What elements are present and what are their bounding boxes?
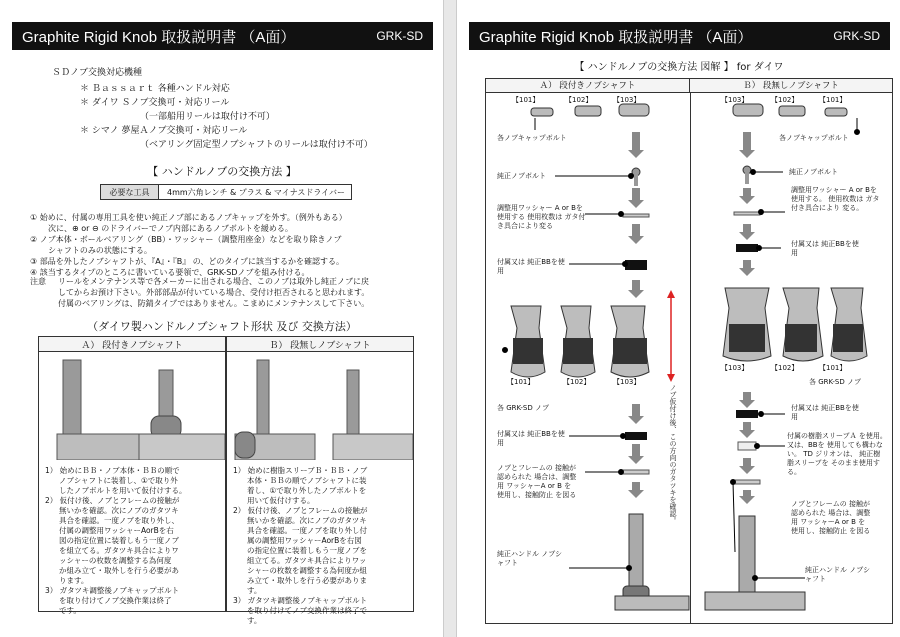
panel-b-line: 2） 仮付け後、ノブとフレームの接触が: [233, 506, 368, 515]
compat-item: ＊ ダイワ Ｓノブ交換可・対応リール: [80, 98, 230, 108]
panel-a-line: を取り付けてノブ交換作業は終了: [59, 596, 172, 605]
parts-a-101: 【101】: [512, 96, 540, 104]
panel-b-line: み立て・取外しを行う必要がありま: [247, 576, 367, 585]
col-a-knobs: [511, 306, 649, 377]
panel-b-line: 組立てる。ガタツキ具合によりワッ: [247, 556, 367, 565]
panel-a: [38, 336, 226, 615]
step-line: 次に、⊕ or ⊖ のドライバーでノブ内部にあるノブボルトを緩める。: [48, 224, 293, 233]
step-line: シャフトのみの状態にする。: [48, 246, 152, 255]
parts-a2-102: 【102】: [563, 378, 591, 386]
left-header: [12, 22, 433, 50]
col-a-caps: [531, 104, 649, 116]
panel-b-line: を取り付けてノブ交換作業は終了で: [247, 606, 367, 615]
plain-shaft-left: [257, 360, 269, 440]
panel-a-illustration: [39, 352, 225, 460]
handle-base-right-b: [333, 434, 413, 460]
parts-a2-101: 【101】: [507, 378, 535, 386]
b-grk-label: 各 GRK-SD ノブ: [809, 378, 861, 386]
panel-b-line: 着し、①で取り外したノブボルトを: [247, 486, 367, 495]
panel-a-line: ノブシャフトに装着し、①で取り外: [59, 476, 178, 485]
parts-b-102: 【102】: [771, 96, 799, 104]
step-line: ③ 部品を外したノブシャフトが、『A』・『B』 の、どのタイプに該当するかを確認する。: [30, 257, 345, 266]
note-line: リールをメンテナンス等で各メーカーに出される場合、このノブは取外し純正ノブに戻: [58, 277, 370, 286]
left-header-code: GRK-SD: [376, 29, 423, 43]
col-b-caps: [733, 104, 847, 116]
compat-item: （一部船用リールは取付け不可）: [140, 112, 275, 122]
a-knob-bolt-label: 純正ノブボルト: [497, 172, 546, 180]
panel-a-line: ッシャーの枚数を調整する為何度: [59, 556, 172, 565]
panel-b-line: 1） 始めに樹脂スリーブＢ・ＢＢ・ノブ: [233, 466, 368, 475]
note-line: 付属のベアリングは、防錆タイプではありません。こまめにメンテナンスして下さい。: [58, 299, 370, 308]
panel-b-text: [227, 460, 413, 626]
step-shaft-left: [63, 360, 81, 434]
panel-b-line: の指定位置に装着しもう一度ノブを: [247, 546, 367, 555]
b-cap-bolt-label: 各ノブキャップボルト: [779, 134, 849, 142]
step-line: ④ 該当するタイプのところに書いている要領で、GRK-SDノブを組み付ける。: [30, 268, 310, 277]
panel-a-line: を組立てる。ガタツキ具合によりワ: [59, 546, 179, 555]
a-washer-label: 調整用ワッシャー A or Bを使用する 使用枚数は ガタ付き具合により変る: [497, 204, 586, 230]
compat-item: ＊ Ｂａｓｓａｒｔ 各種ハンドル対応: [80, 84, 230, 94]
parts-b-103: 【103】: [721, 96, 749, 104]
page-gutter: [444, 0, 456, 637]
panel-a-line: ります。: [59, 576, 89, 585]
a-shaft-label: 純正ハンドル ノブシャフト: [497, 550, 562, 567]
compat-item: （ベアリング固定型ノブシャフトのリールは取付け不可）: [140, 140, 373, 150]
panel-a-line: 具合を確認。一度ノブを取り外し、: [59, 516, 179, 525]
panel-a-line: です。: [59, 606, 81, 615]
right-page: [456, 0, 900, 637]
knob-change-title: 【 ハンドルノブの交換方法 】: [147, 165, 297, 178]
right-header-title: Graphite Rigid Knob 取扱説明書 （A面）: [479, 28, 753, 46]
panel-b-line: 属の調整用ワッシャーAorBを右図: [247, 536, 362, 545]
b-bb-label-1: 付属又は 純正BBを使用: [791, 240, 859, 257]
compat-list: [80, 82, 373, 152]
panel-b-line: 具合を確認。一度ノブを取り外し付: [247, 526, 367, 535]
tools-value: 4mm六角レンチ & プラス & マイナスドライバー: [167, 187, 346, 197]
step-line: ② ノブ本体・ボールベアリング（BB）・ワッシャー（調整用座金）などを取り除きノブ: [30, 235, 342, 244]
panel-b-line: シャーの枚数を調整する為何度か組: [247, 566, 367, 575]
note-line: してからお預け下さい。外部部品が付いている場合、受付け拒否されると思われます。: [58, 288, 370, 297]
col-b-parts: [705, 166, 805, 610]
b-washer-label: 調整用ワッシャー A or Bを使用する。 使用枚数は ガタ付き具合により 変る。: [791, 186, 880, 212]
panel-a-line: 2） 仮付け後、ノブとフレームの接触が: [45, 496, 180, 505]
sleeve-left: [235, 432, 255, 458]
left-header-title: Graphite Rigid Knob 取扱説明書 （A面）: [22, 28, 296, 46]
panel-b-line: 無いかを確認。次にノブのガタツキ: [247, 516, 367, 525]
daiwa-title: （ダイワ製ハンドルノブシャフト形状 及び 交換方法）: [87, 320, 357, 333]
panel-b-line: 3） ガタツキ調整後ノブキャップボルト: [233, 596, 368, 605]
panel-b-line: 本体・ＢＢの順でノブシャフトに装: [247, 476, 367, 485]
b-knob-bolt-label: 純正ノブボルト: [789, 168, 838, 176]
col-b-title: Ｂ） 段無しノブシャフト: [690, 79, 892, 93]
diagram-title: 【 ハンドルノブの交換方法 図解 】 for ダイワ: [574, 62, 784, 73]
col-b-knobs: [723, 288, 867, 361]
panel-a-text: [39, 460, 225, 616]
plain-shaft-right: [347, 370, 359, 440]
steps: [30, 212, 440, 278]
panel-b: [226, 336, 414, 625]
panel-b-illustration: [227, 352, 413, 460]
a-grk-label: 各 GRK-SD ノブ: [497, 404, 549, 412]
parts-a-102: 【102】: [565, 96, 593, 104]
parts-b2-103: 【103】: [721, 364, 749, 372]
compat-item: ＊ シマノ 夢屋Ａノブ交換可・対応リール: [80, 126, 248, 136]
note-label: 注意: [30, 277, 46, 286]
right-header-code: GRK-SD: [833, 29, 880, 43]
b-sleeve-label: 付属の樹脂スリーブＡ を使用。又は、BBを 使用しても構わない。 TD ジリオンは、 純正樹脂スリーブを そのまま使用する。: [787, 432, 887, 476]
parts-b2-102: 【102】: [771, 364, 799, 372]
col-a-title: Ａ） 段付きノブシャフト: [486, 79, 690, 93]
right-header: [469, 22, 890, 50]
tools-label: 必要な工具: [101, 185, 159, 199]
panel-a-line: 3） ガタツキ調整後ノブキャップボルト: [45, 586, 180, 595]
parts-a-103: 【103】: [613, 96, 641, 104]
a-contact-label: ノブとフレームの 接触が認められた 場合は、調整用 ワッシャーA or B を使用し、接触防止 を図る: [497, 464, 577, 499]
panel-a-line: 無いかを確認。次にノブのガタツキ: [59, 506, 179, 515]
panel-b-line: す。: [247, 616, 262, 625]
b-shaft-label: 純正ハンドル ノブシャフト: [805, 566, 870, 583]
panel-b-line: す。: [247, 586, 262, 595]
panel-a-line: 図の指定位置に装着しもう一度ノブ: [59, 536, 179, 545]
parts-b2-101: 【101】: [819, 364, 847, 372]
b-contact-label: ノブとフレームの 接触が認められた 場合は、調整用 ワッシャーA or B を使用し、接触防止 を図る: [791, 500, 871, 535]
compat-title: ＳＤノブ交換対応機種: [52, 68, 143, 78]
parts-b-101: 【101】: [819, 96, 847, 104]
panel-a-line: 1） 始めにＢＢ・ノブ本体・ＢＢの順で: [45, 466, 180, 475]
left-page: [0, 0, 444, 637]
wobble-note: ノブ仮付け後、この方向のガタツキを確認。: [669, 384, 677, 524]
col-a-parts: [615, 168, 689, 610]
a-cap-bolt-label: 各ノブキャップボルト: [497, 134, 567, 142]
wobble-arrow: [667, 290, 675, 382]
handle-base-right: [139, 434, 225, 460]
panel-b-title: Ｂ） 段無しノブシャフト: [227, 337, 413, 352]
panel-a-title: Ａ） 段付きノブシャフト: [39, 337, 225, 352]
step-line: ① 始めに、付属の専用工具を使い純正ノブ部にあるノブキャップを外す。（例外もある）: [30, 213, 347, 222]
panel-a-line: したノブボルトを用いて仮付けする。: [59, 486, 187, 495]
b-bb-label-2: 付属又は 純正BBを使用: [791, 404, 859, 421]
panel-a-line: か組み立て・取外しを行う必要があ: [59, 566, 179, 575]
tools-box: [100, 184, 352, 200]
a-bb-label-2: 付属又は 純正BBを使用: [497, 430, 565, 447]
notes: [58, 276, 442, 309]
panel-a-line: 付属の調整用ワッシャーAorBを右: [59, 526, 174, 535]
panel-b-line: 用いて仮付けする。: [247, 496, 315, 505]
a-bb-label-1: 付属又は 純正BBを使用: [497, 258, 565, 275]
parts-a2-103: 【103】: [613, 378, 641, 386]
